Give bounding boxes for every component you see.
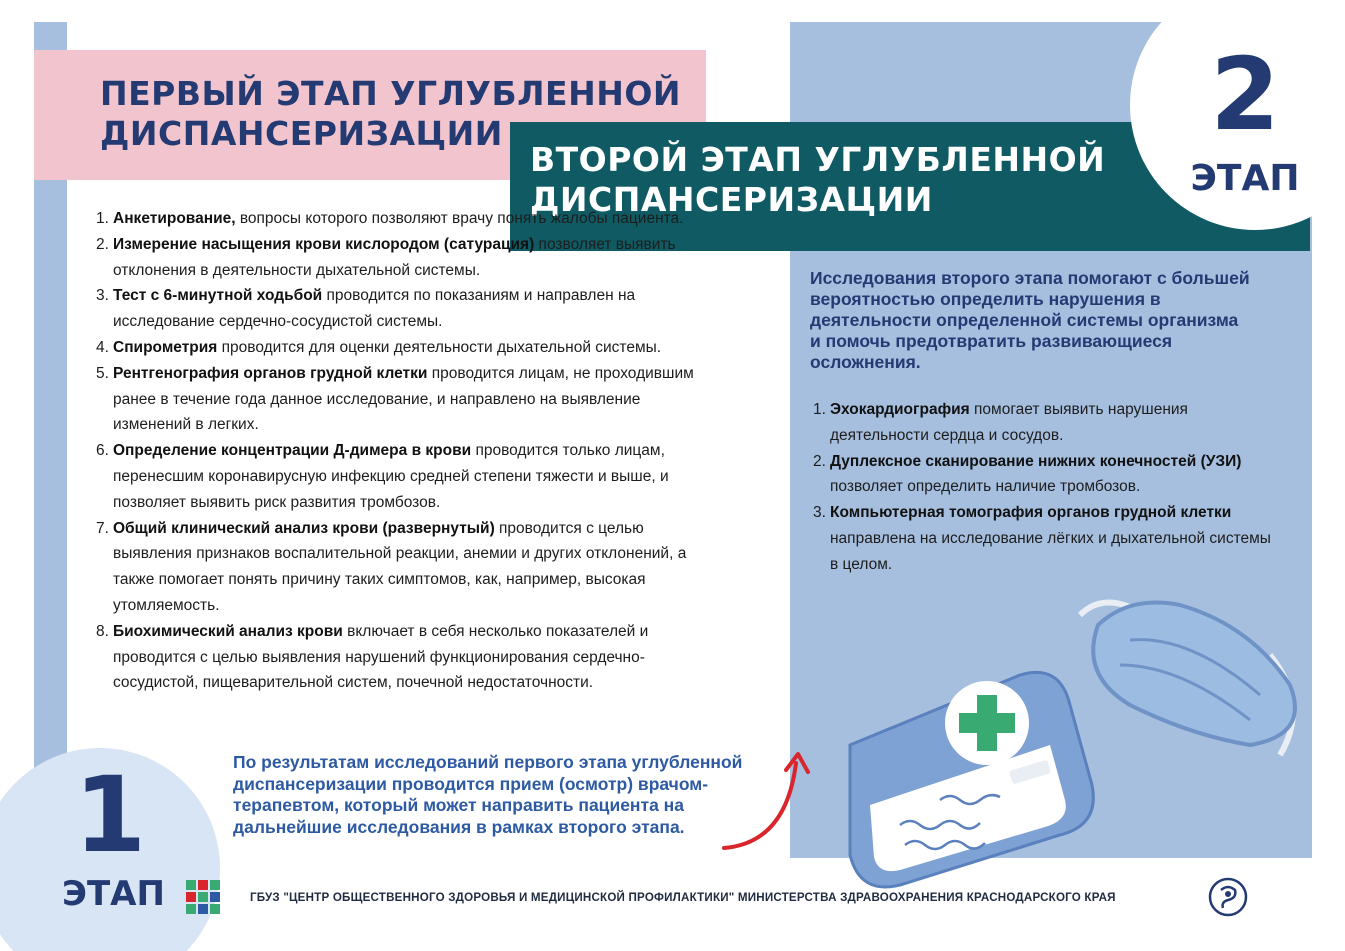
list-item: 3. Компьютерная томография органов грудной клетки направлена на исследование лёгких и дыхательной системы в целом. [813, 504, 1271, 573]
list-item: 2. Дуплексное сканирование нижних конечностей (УЗИ) позволяет определить наличие тромбозов. [813, 452, 1242, 496]
first-aid-card-icon [830, 595, 1310, 895]
stage2-badge-number: 2 [1210, 36, 1280, 153]
list-item: 4. Спирометрия проводится для оценки деятельности дыхательной системы. [96, 338, 662, 356]
footer-organization: ГБУЗ "ЦЕНТР ОБЩЕСТВЕННОГО ЗДОРОВЬЯ И МЕДИЦИНСКОЙ ПРОФИЛАКТИКИ" МИНИСТЕРСТВА ЗДРАВООХРАНЕНИЯ КРАСНОДАРСКОГО КРАЯ [250, 891, 1116, 904]
stage1-summary: По результатам исследований первого этапа углубленной диспансеризации проводится прием (осмотр) врачом-терапевтом, который может направить пациента на дальнейшие исследования в рамках второго этапа. [233, 752, 743, 837]
stage1-list [96, 206, 716, 696]
stage1-badge-label: ЭТАП [62, 874, 165, 914]
stage2-badge-label: ЭТАП [1190, 158, 1300, 199]
ministry-emblem-icon [1207, 876, 1249, 918]
face-mask-icon [1080, 603, 1295, 756]
list-item: 3. Тест с 6-минутной ходьбой проводится по показаниям и направлен на исследование сердечно-сосудистой системы. [96, 287, 636, 331]
stage2-list [813, 397, 1283, 578]
stage1-title: ПЕРВЫЙ ЭТАП УГЛУБЛЕННОЙ ДИСПАНСЕРИЗАЦИИ [100, 74, 682, 153]
list-item: 1. Эхокардиография помогает выявить нарушения деятельности сердца и сосудов. [813, 401, 1188, 444]
list-item: 7. Общий клинический анализ крови (развернутый) проводится с целью выявления признаков воспалительной реакции, анемии и других отклонений, а также помогает понять причину таких симптомов, как, например, высокая утомляемость. [96, 519, 687, 614]
list-item: 8. Биохимический анализ крови включает в себя несколько показателей и проводится с целью выявления нарушений функционирования сердечно-сосудистой, пищеварительной систем, почечной недостаточности. [96, 622, 649, 692]
list-item: 6. Определение концентрации Д-димера в крови проводится только лицам, перенесшим коронавирусную инфекцию средней степени тяжести и выше, и позволяет выявить риск развития тромбозов. [96, 442, 669, 511]
stage2-title: ВТОРОЙ ЭТАП УГЛУБЛЕННОЙ ДИСПАНСЕРИЗАЦИИ [530, 140, 1106, 219]
list-item: 2. Измерение насыщения крови кислородом (сатурация) позволяет выявить отклонения в деятельности дыхательной системы. [96, 235, 676, 279]
list-item: 1. Анкетирование, вопросы которого позволяют врачу понять жалобы пациента. [96, 210, 684, 227]
health-center-logo-icon [184, 878, 224, 918]
stage2-intro: Исследования второго этапа помогают с большей вероятностью определить нарушения в деятельности определенной системы организма и помочь предотвратить развивающиеся осложнения. [810, 268, 1250, 372]
stage1-badge-number: 1 [73, 754, 147, 876]
list-item: 5. Рентгенография органов грудной клетки проводится лицам, не проходившим ранее в течение года данное исследование, и направлено на выявление изменений в легких. [96, 364, 694, 434]
